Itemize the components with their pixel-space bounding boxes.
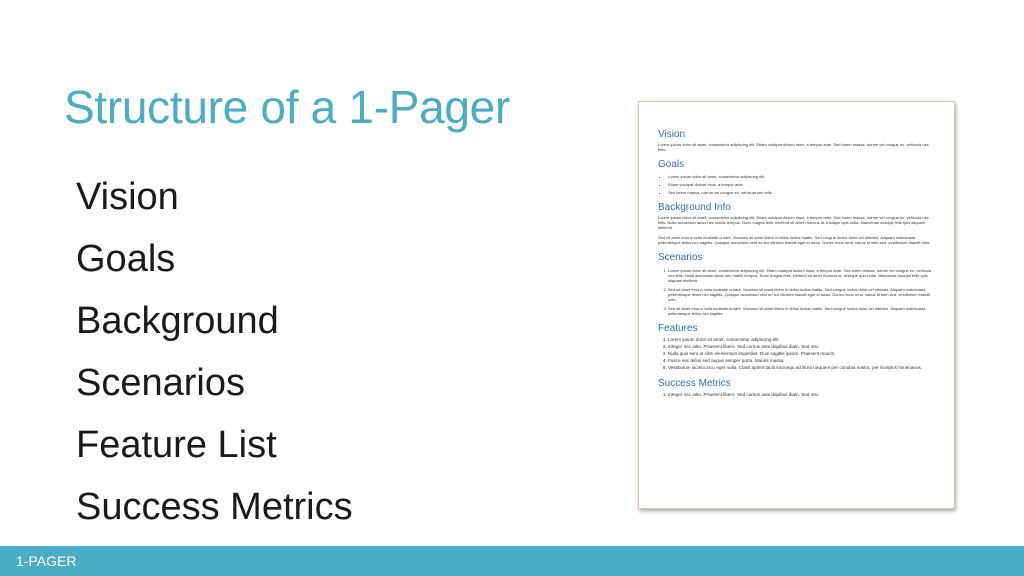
doc-heading-goals: Goals bbox=[658, 159, 685, 170]
doc-scenario-item: 1. Lorem ipsum dolor sit amet, consectetur adipiscing elit. Etiam volutpat dictum risus, a tempor ante. Sed lorem massa, rutrum vel congue eu, vehicula nec felis. Nulla accumsan lacus nec mattis tempus. Nunc magna felis, eleifend sit amet rhoncus at, tristique quis nulla. Maecenas suscipit felis quis aliquam eleifend. bbox=[668, 268, 936, 283]
list-item-scenarios: Scenarios bbox=[76, 362, 245, 404]
doc-feature-item: 5. Vestibulum lacinia arcu eget nulla. Class aptent taciti sociosqu ad litora torquent per conubia nostra, per inceptos himenaeos. bbox=[668, 365, 936, 371]
one-pager-document-preview bbox=[638, 101, 955, 509]
doc-feature-item: 3. Nulla quis sem at nibh elementum imperdiet. Duis sagittis ipsum. Praesent mauris. bbox=[668, 351, 936, 357]
section-list bbox=[76, 166, 353, 538]
doc-heading-scenarios: Scenarios bbox=[658, 252, 703, 263]
doc-goal-item: • Etiam volutpat dictum risus, a tempor ante. bbox=[668, 182, 936, 187]
footer-label: 1-PAGER bbox=[16, 553, 77, 569]
doc-feature-item: 2. Integer nec odio. Praesent libero. Sed cursus ante dapibus diam. Sed nisi. bbox=[668, 344, 936, 350]
doc-metric-item: 1. Integer nec odio. Praesent libero. Sed cursus ante dapibus diam. Sed nisi. bbox=[668, 392, 936, 398]
doc-background-text: Sed sit amet eros a nulla molestie ornare. Vivamus sit amet libero in tellus luctus mattis. Sed congue luctus dolor vel ultricies. Aliquam malesuada pellentesque tellus nec sagittis. Quisque accumsan velit eu leo ultricies blandit eget id lacus. Donec nunc urna, varius id nibh sed, vestibulum blandit odio. bbox=[658, 235, 931, 245]
doc-features-list bbox=[668, 337, 936, 371]
list-item-background: Background bbox=[76, 300, 279, 342]
list-item-vision: Vision bbox=[76, 176, 179, 218]
footer-bar bbox=[0, 546, 1024, 576]
doc-goal-item: • Lorem ipsum dolor sit amet, consectetur adipiscing elit. bbox=[668, 174, 936, 179]
list-item-goals: Goals bbox=[76, 238, 176, 280]
doc-feature-item: 4. Fusce nec tellus sed augue semper porta. Mauris massa. bbox=[668, 358, 936, 364]
list-item-success-metrics: Success Metrics bbox=[76, 486, 353, 528]
doc-heading-vision: Vision bbox=[658, 129, 686, 140]
doc-scenario-item: 3. Sed sit amet eros a nulla molestie ornare. Vivamus sit amet libero in tellus luctus mattis. Sed congue luctus dolor vel ultricies. Aliquam malesuada pellentesque tellus nec sagittis. bbox=[668, 306, 936, 316]
doc-goals-list bbox=[668, 174, 936, 195]
doc-scenario-item: 2. Sed sit amet eros a nulla molestie ornare. Vivamus sit amet libero in tellus luctus mattis. Sed congue luctus dolor vel ultricies. Aliquam malesuada pellentesque tellus nec sagittis. Quisque accumsan velit eu leo ultricies blandit eget id lacus. Donec nunc urna, varius id nibh sed, vestibulum blandit odio. bbox=[668, 287, 936, 302]
doc-heading-success-metrics: Success Metrics bbox=[658, 378, 731, 389]
doc-scenarios-list bbox=[668, 268, 936, 316]
doc-feature-item: 1. Lorem ipsum dolor sit amet, consectetur adipiscing elit. bbox=[668, 337, 936, 343]
doc-heading-features: Features bbox=[658, 323, 698, 334]
slide-title: Structure of a 1-Pager bbox=[64, 81, 510, 133]
list-item-feature-list: Feature List bbox=[76, 424, 277, 466]
doc-metrics-list bbox=[668, 392, 936, 398]
doc-background-text: Lorem ipsum dolor sit amet, consectetur adipiscing elit. Etiam volutpat dictum risus, a tempor ante. Sed lorem massa, rutrum vel congue eu, vehicula nec felis. Nulla accumsan lacus nec mattis tempus. Nunc magna felis, eleifend sit amet rhoncus at, tristique quis nulla. Maecenas suscipit felis quis aliquam eleifend. bbox=[658, 215, 929, 230]
doc-vision-text: Lorem ipsum dolor sit amet, consectetur adipiscing elit. Etiam volutpat dictum risus, a tempor ante. Sed lorem massa, rutrum vel congue eu, vehicula nec felis. bbox=[658, 142, 929, 152]
doc-goal-item: • Sed lorem massa, rutrum vel congue eu, vehicula nec felis. bbox=[668, 190, 936, 195]
doc-heading-background: Background Info bbox=[658, 202, 731, 213]
